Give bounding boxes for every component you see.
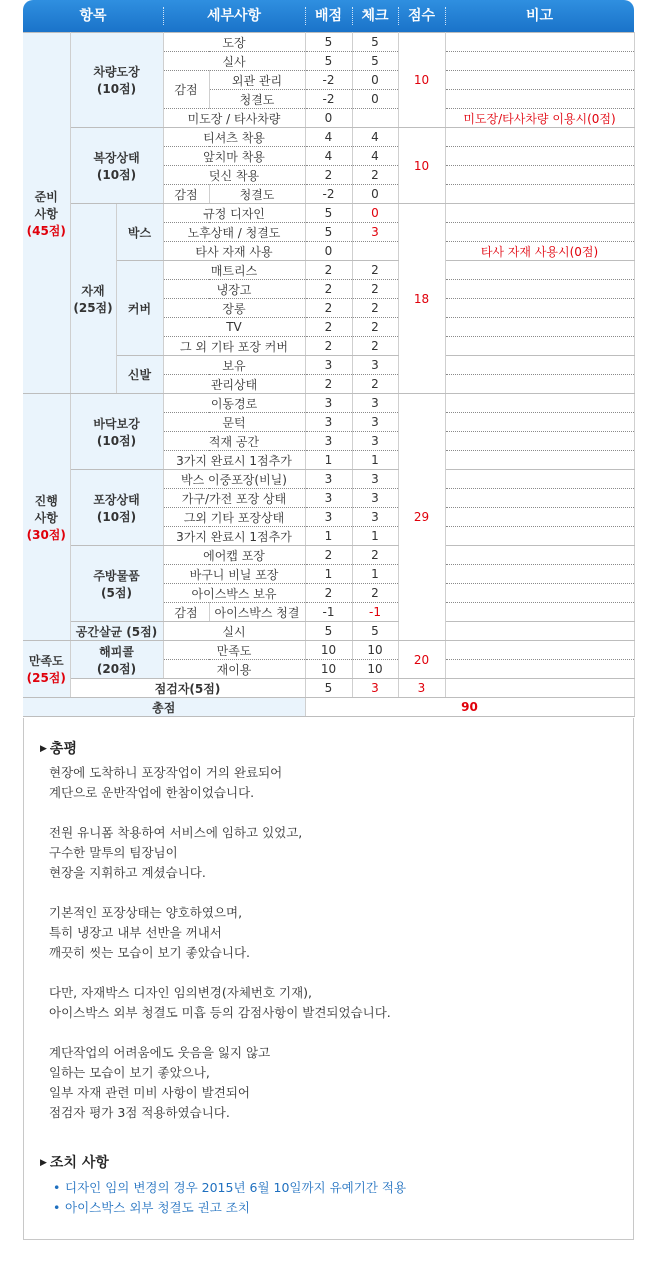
actions-heading: ▶ 조치 사항 [40, 1155, 109, 1171]
max-cell: 3 [305, 394, 352, 413]
summary-paragraph [49, 823, 609, 883]
detail-cell: 만족도 [163, 641, 305, 660]
detail-cell: 아이스박스 보유 [163, 584, 305, 603]
header-points: 점수 [407, 8, 436, 24]
check-cell: 2 [352, 299, 398, 318]
check-cell: 2 [352, 318, 398, 337]
category-vehicle: 차량도장 (10점) [70, 33, 163, 128]
check-cell: 10 [352, 641, 398, 660]
note-cell [445, 52, 634, 71]
detail-cell: 관리상태 [163, 375, 305, 394]
max-cell: 2 [305, 337, 352, 356]
max-cell: -1 [305, 603, 352, 622]
action-item [53, 1178, 406, 1198]
subcategory-box: 박스 [116, 204, 163, 261]
detail-cell: 장롱 [163, 299, 305, 318]
max-cell: 2 [305, 299, 352, 318]
check-cell: 2 [352, 375, 398, 394]
max-cell: 3 [305, 508, 352, 527]
max-cell: 5 [305, 33, 352, 52]
total-value: 90 [305, 698, 634, 717]
detail-cell: 가구/가전 포장 상태 [163, 489, 305, 508]
check-cell: 4 [352, 147, 398, 166]
note-cell [445, 337, 634, 356]
check-cell: 1 [352, 451, 398, 470]
category-floor: 바닥보강 (10점) [70, 394, 163, 470]
max-cell: 2 [305, 166, 352, 185]
summary-line: 전원 유니폼 착용하여 서비스에 임하고 있었고, [49, 825, 303, 840]
score-vehicle: 10 [398, 33, 445, 128]
total-label: 총점 [23, 698, 305, 717]
summary-line: 일부 자재 관련 미비 사항이 발견되어 [49, 1085, 250, 1100]
detail-cell: 에어캡 포장 [163, 546, 305, 565]
note-cell [445, 356, 634, 375]
category-packing: 포장상태 (10점) [70, 470, 163, 546]
action-text: 아이스박스 외부 청결도 권고 조치 [65, 1200, 250, 1215]
note-cell [445, 660, 634, 679]
score-inspector: 3 [398, 679, 445, 698]
max-cell: 0 [305, 242, 352, 261]
note-cell [445, 489, 634, 508]
table-header [23, 0, 634, 32]
score-material: 18 [398, 204, 445, 394]
max-cell: 4 [305, 128, 352, 147]
detail-cell: 청결도 [209, 185, 305, 204]
note-cell [445, 584, 634, 603]
category-kitchen: 주방물품 (5점) [70, 546, 163, 622]
detail-cell: 3가지 완료시 1점추가 [163, 451, 305, 470]
note-cell: 미도장/타사차량 이용시(0점) [445, 109, 634, 128]
detail-cell: TV [163, 318, 305, 337]
max-cell: 3 [305, 489, 352, 508]
action-text: 디자인 임의 변경의 경우 2015년 6월 10일까지 유예기간 적용 [65, 1180, 407, 1195]
summary-line: 점검자 평가 3점 적용하였습니다. [49, 1105, 230, 1120]
detail-cell: 그외 기타 포장상태 [163, 508, 305, 527]
note-cell [445, 527, 634, 546]
header-check: 체크 [361, 8, 389, 24]
deduct-label: 감점 [163, 185, 209, 204]
deduct-label: 감점 [163, 71, 209, 109]
detail-cell: 미도장 / 타사차량 [163, 109, 305, 128]
note-cell [445, 432, 634, 451]
check-cell: 4 [352, 128, 398, 147]
detail-cell: 냉장고 [163, 280, 305, 299]
detail-cell: 덧신 착용 [163, 166, 305, 185]
check-cell: 3 [352, 679, 398, 698]
detail-cell: 앞치마 착용 [163, 147, 305, 166]
detail-cell: 도장 [163, 33, 305, 52]
detail-cell: 그 외 기타 포장 커버 [163, 337, 305, 356]
section-progress: 진행 사항 (30점) [23, 394, 70, 641]
note-cell [445, 166, 634, 185]
note-cell [445, 185, 634, 204]
category-sterilize: 공간살균 (5점) [70, 622, 163, 641]
summary-line: 계단으로 운반작업에 한참이었습니다. [49, 785, 255, 800]
detail-cell: 규정 디자인 [163, 204, 305, 223]
note-cell [445, 603, 634, 622]
note-cell [445, 375, 634, 394]
bullet-icon: • [53, 1200, 61, 1215]
check-cell: 2 [352, 280, 398, 299]
header-note: 비고 [525, 8, 554, 24]
check-cell: 3 [352, 508, 398, 527]
check-cell: 3 [352, 223, 398, 242]
check-cell: 2 [352, 546, 398, 565]
note-cell [445, 622, 634, 641]
max-cell: 2 [305, 546, 352, 565]
detail-cell: 보유 [163, 356, 305, 375]
max-cell: 5 [305, 223, 352, 242]
detail-cell: 문턱 [163, 413, 305, 432]
check-cell [352, 242, 398, 261]
detail-cell: 박스 이중포장(비닐) [163, 470, 305, 489]
check-cell: 0 [352, 90, 398, 109]
summary-line: 아이스박스 외부 청결도 미흡 등의 감점사항이 발견되었습니다. [49, 1005, 391, 1020]
note-cell [445, 147, 634, 166]
max-cell: 2 [305, 280, 352, 299]
check-cell: -1 [352, 603, 398, 622]
max-cell: 2 [305, 375, 352, 394]
summary-paragraph [49, 983, 609, 1023]
category-dress: 복장상태 (10점) [70, 128, 163, 204]
note-cell [445, 204, 634, 223]
note-cell [445, 299, 634, 318]
triangle-right-icon: ▶ [40, 1158, 47, 1168]
check-cell: 3 [352, 394, 398, 413]
actions-list [53, 1178, 406, 1218]
note-cell [445, 546, 634, 565]
score-progress: 29 [398, 394, 445, 641]
note-cell: 타사 자재 사용시(0점) [445, 242, 634, 261]
max-cell: 10 [305, 660, 352, 679]
max-cell: -2 [305, 90, 352, 109]
check-cell: 10 [352, 660, 398, 679]
summary-heading: ▶ 총평 [40, 741, 77, 757]
note-cell [445, 679, 634, 698]
note-cell [445, 71, 634, 90]
score-dress: 10 [398, 128, 445, 204]
summary-paragraph [49, 1043, 609, 1123]
max-cell: 3 [305, 356, 352, 375]
max-cell: 10 [305, 641, 352, 660]
note-cell [445, 641, 634, 660]
check-cell: 1 [352, 527, 398, 546]
summary-paragraph [49, 763, 609, 803]
check-cell: 0 [352, 204, 398, 223]
max-cell: 5 [305, 622, 352, 641]
check-cell [352, 109, 398, 128]
triangle-right-icon: ▶ [40, 744, 47, 754]
max-cell: 1 [305, 527, 352, 546]
max-cell: 0 [305, 109, 352, 128]
note-cell [445, 33, 634, 52]
max-cell: 1 [305, 451, 352, 470]
check-cell: 5 [352, 622, 398, 641]
subcategory-cover: 커버 [116, 261, 163, 356]
max-cell: 5 [305, 204, 352, 223]
detail-cell: 아이스박스 청결 [209, 603, 305, 622]
summary-line: 특히 냉장고 내부 선반을 꺼내서 [49, 925, 222, 940]
max-cell: 5 [305, 679, 352, 698]
check-cell: 2 [352, 261, 398, 280]
check-cell: 3 [352, 489, 398, 508]
check-cell: 0 [352, 71, 398, 90]
max-cell: 3 [305, 470, 352, 489]
detail-cell: 적재 공간 [163, 432, 305, 451]
check-cell: 5 [352, 33, 398, 52]
summary-line: 기본적인 포장상태는 양호하였으며, [49, 905, 243, 920]
detail-cell: 3가지 완료시 1점추가 [163, 527, 305, 546]
max-cell: 3 [305, 432, 352, 451]
deduct-label: 감점 [163, 603, 209, 622]
category-happycall: 해피콜 (20점) [70, 641, 163, 679]
section-satisfaction: 만족도 (25점) [23, 641, 70, 698]
detail-cell: 타사 자재 사용 [163, 242, 305, 261]
evaluation-table [23, 32, 635, 717]
section-prep: 준비 사항 (45점) [23, 33, 70, 394]
note-cell [445, 565, 634, 584]
score-satisfaction: 20 [398, 641, 445, 679]
summary-line: 계단작업의 어려움에도 웃음을 잃지 않고 [49, 1045, 271, 1060]
check-cell: 3 [352, 356, 398, 375]
max-cell: 2 [305, 584, 352, 603]
header-score: 배점 [314, 8, 343, 24]
note-cell [445, 413, 634, 432]
max-cell: 1 [305, 565, 352, 584]
detail-cell: 티셔츠 착용 [163, 128, 305, 147]
header-item: 항목 [79, 8, 107, 24]
note-cell [445, 90, 634, 109]
summary-line: 구수한 말투의 팀장님이 [49, 845, 178, 860]
note-cell [445, 318, 634, 337]
detail-cell: 청결도 [209, 90, 305, 109]
header-detail: 세부사항 [206, 8, 262, 24]
max-cell: 4 [305, 147, 352, 166]
max-cell: 5 [305, 52, 352, 71]
max-cell: 3 [305, 413, 352, 432]
check-cell: 0 [352, 185, 398, 204]
detail-cell: 바구니 비닐 포장 [163, 565, 305, 584]
note-cell [445, 394, 634, 413]
summary-line: 깨끗히 씻는 모습이 보기 좋았습니다. [49, 945, 250, 960]
summary-line: 현장을 지휘하고 계셨습니다. [49, 865, 206, 880]
summary-line: 일하는 모습이 보기 좋았으나, [49, 1065, 210, 1080]
inspector-label: 점검자(5점) [70, 679, 305, 698]
detail-cell: 실사 [163, 52, 305, 71]
max-cell: -2 [305, 71, 352, 90]
note-cell [445, 261, 634, 280]
detail-cell: 매트리스 [163, 261, 305, 280]
check-cell: 5 [352, 52, 398, 71]
summary-paragraph [49, 903, 609, 963]
check-cell: 1 [352, 565, 398, 584]
summary-line: 다만, 자재박스 디자인 임의변경(자체번호 기재), [49, 985, 313, 1000]
note-cell [445, 470, 634, 489]
detail-cell: 이동경로 [163, 394, 305, 413]
detail-cell: 실시 [163, 622, 305, 641]
detail-cell: 외관 관리 [209, 71, 305, 90]
note-cell [445, 223, 634, 242]
action-item [53, 1198, 406, 1218]
subcategory-shoes: 신발 [116, 356, 163, 394]
check-cell: 2 [352, 584, 398, 603]
check-cell: 2 [352, 166, 398, 185]
note-cell [445, 451, 634, 470]
max-cell: -2 [305, 185, 352, 204]
bullet-icon: • [53, 1180, 61, 1195]
check-cell: 3 [352, 432, 398, 451]
max-cell: 2 [305, 261, 352, 280]
summary-line: 현장에 도착하니 포장작업이 거의 완료되어 [49, 765, 283, 780]
note-cell [445, 508, 634, 527]
detail-cell: 노후상태 / 청결도 [163, 223, 305, 242]
max-cell: 2 [305, 318, 352, 337]
check-cell: 3 [352, 413, 398, 432]
note-cell [445, 128, 634, 147]
check-cell: 3 [352, 470, 398, 489]
note-cell [445, 280, 634, 299]
summary-text [49, 763, 609, 1143]
check-cell: 2 [352, 337, 398, 356]
detail-cell: 재이용 [163, 660, 305, 679]
category-material: 자재 (25점) [70, 204, 116, 394]
